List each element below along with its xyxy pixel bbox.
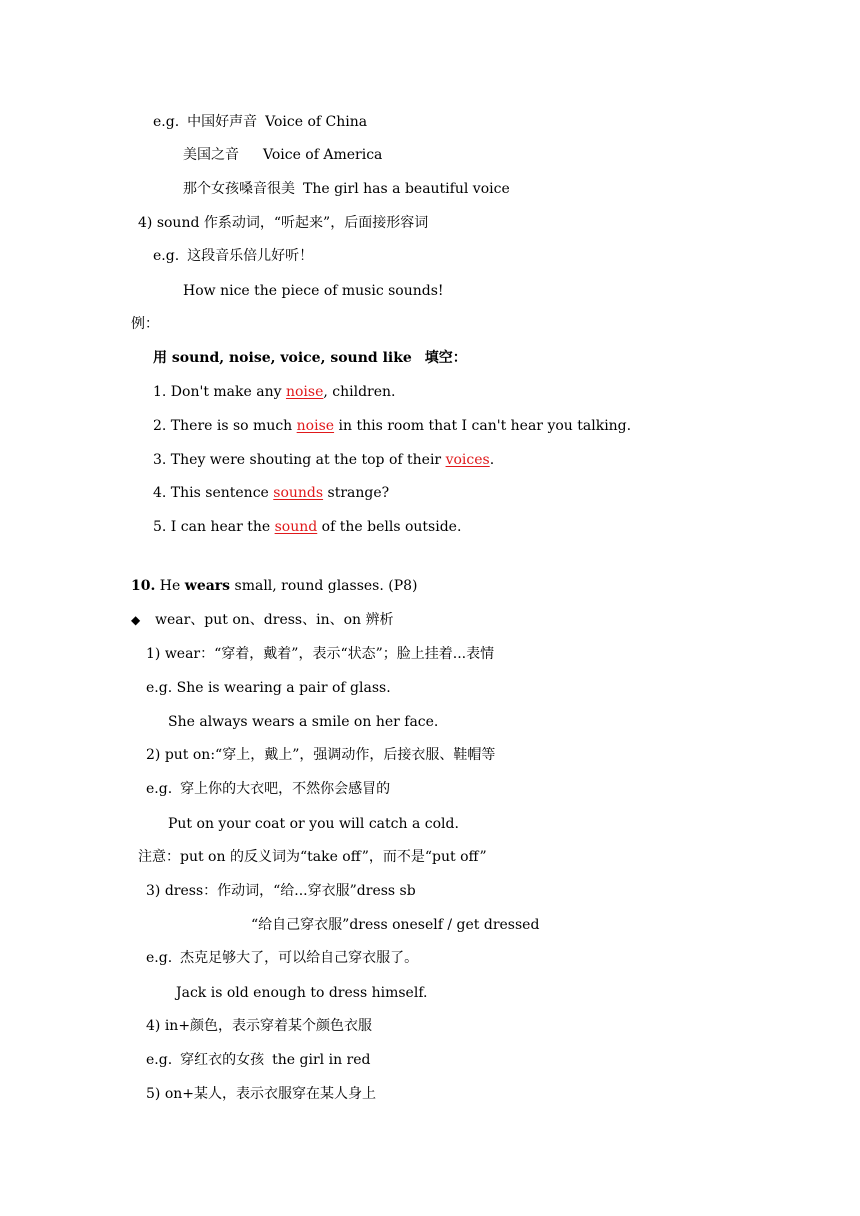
instruction-words: sound, noise, voice, sound like bbox=[171, 350, 412, 366]
exercise-instruction bbox=[153, 348, 467, 368]
example-zh: 中国好声音 bbox=[187, 114, 258, 130]
wear-example-1: e.g. She is wearing a pair of glass. bbox=[146, 680, 391, 696]
answer-text: sounds bbox=[273, 485, 324, 501]
answer-text: noise bbox=[285, 384, 324, 400]
item-text: , children. bbox=[323, 384, 396, 400]
heading-text: small, round glasses. (P8) bbox=[230, 578, 418, 594]
heading-keyword: wears bbox=[184, 578, 231, 594]
sound-point-heading: 4) sound 作系动词，“听起来”，后面接形容词 bbox=[138, 215, 429, 231]
dress-example-zh bbox=[146, 948, 418, 968]
item-text: 2. There is so much bbox=[153, 418, 297, 434]
example-en: The girl has a beautiful voice bbox=[303, 181, 510, 197]
exercise-item-5 bbox=[153, 517, 461, 537]
dress-heading: 3) dress：作动词，“给...穿衣服”dress sb bbox=[146, 883, 416, 899]
section-number: 10. bbox=[131, 578, 156, 594]
compare-title bbox=[131, 610, 394, 630]
diamond-bullet-icon: ◆ bbox=[131, 613, 141, 627]
answer-text: sound bbox=[274, 519, 318, 535]
example-zh: 杰克足够大了，可以给自己穿衣服了。 bbox=[180, 950, 419, 966]
item-text: 1. Don't make any bbox=[153, 384, 286, 400]
on-heading: 5) on+某人，表示衣服穿在某人身上 bbox=[146, 1086, 376, 1102]
exercise-item-4 bbox=[153, 483, 389, 503]
item-text: of the bells outside. bbox=[317, 519, 462, 535]
dress-subheading: “给自己穿衣服”dress oneself / get dressed bbox=[251, 917, 540, 933]
answer-text: noise bbox=[296, 418, 335, 434]
eg-prefix: e.g. bbox=[153, 114, 180, 130]
in-example bbox=[146, 1050, 370, 1070]
item-text: 3. They were shouting at the top of their bbox=[153, 452, 446, 468]
eg-prefix: e.g. bbox=[146, 950, 173, 966]
exercise-item-2 bbox=[153, 416, 631, 436]
instruction-prefix: 用 bbox=[153, 350, 167, 366]
example-en: the girl in red bbox=[272, 1052, 371, 1068]
eg-prefix: e.g. bbox=[153, 248, 180, 264]
puton-heading: 2) put on:“穿上，戴上”，强调动作，后接衣服、鞋帽等 bbox=[146, 747, 496, 763]
note-line: 注意：put on 的反义词为“take off”，而不是“put off” bbox=[138, 849, 487, 865]
voice-example-3 bbox=[183, 179, 510, 199]
compare-title-text: wear、put on、dress、in、on 辨析 bbox=[155, 612, 394, 628]
item-text: in this room that I can't hear you talking. bbox=[334, 418, 632, 434]
example-zh: 那个女孩嗓音很美 bbox=[183, 181, 295, 197]
example-zh: 这段音乐倍儿好听！ bbox=[187, 248, 314, 264]
item-text: . bbox=[489, 452, 495, 468]
wear-heading: 1) wear：“穿着，戴着”，表示“状态”；脸上挂着...表情 bbox=[146, 646, 495, 662]
exercise-item-3 bbox=[153, 450, 494, 470]
dress-example-en: Jack is old enough to dress himself. bbox=[176, 985, 428, 1001]
instruction-tail: 填空： bbox=[424, 350, 467, 366]
example-zh: 穿上你的大衣吧，不然你会感冒的 bbox=[180, 781, 391, 797]
in-heading: 4) in+颜色，表示穿着某个颜色衣服 bbox=[146, 1018, 373, 1034]
exercise-label: 例： bbox=[131, 316, 159, 332]
wear-example-2: She always wears a smile on her face. bbox=[168, 714, 439, 730]
sound-point-example-zh bbox=[153, 246, 313, 266]
puton-example-zh bbox=[146, 779, 390, 799]
item-text: strange? bbox=[323, 485, 390, 501]
puton-example-en: Put on your coat or you will catch a cold. bbox=[168, 816, 459, 832]
example-en: Voice of China bbox=[265, 114, 368, 130]
example-zh: 穿红衣的女孩 bbox=[180, 1052, 265, 1068]
voice-example-1 bbox=[153, 112, 367, 132]
answer-text: voices bbox=[445, 452, 490, 468]
example-en: Voice of America bbox=[263, 147, 383, 163]
eg-prefix: e.g. bbox=[146, 781, 173, 797]
item-text: 5. I can hear the bbox=[153, 519, 275, 535]
exercise-item-1 bbox=[153, 382, 396, 402]
example-zh: 美国之音 bbox=[183, 147, 239, 163]
item-text: 4. This sentence bbox=[153, 485, 274, 501]
heading-text: He bbox=[155, 578, 185, 594]
section-10-heading bbox=[131, 576, 418, 596]
eg-prefix: e.g. bbox=[146, 1052, 173, 1068]
sound-point-example-en: How nice the piece of music sounds! bbox=[183, 283, 444, 299]
voice-example-2 bbox=[183, 145, 382, 165]
